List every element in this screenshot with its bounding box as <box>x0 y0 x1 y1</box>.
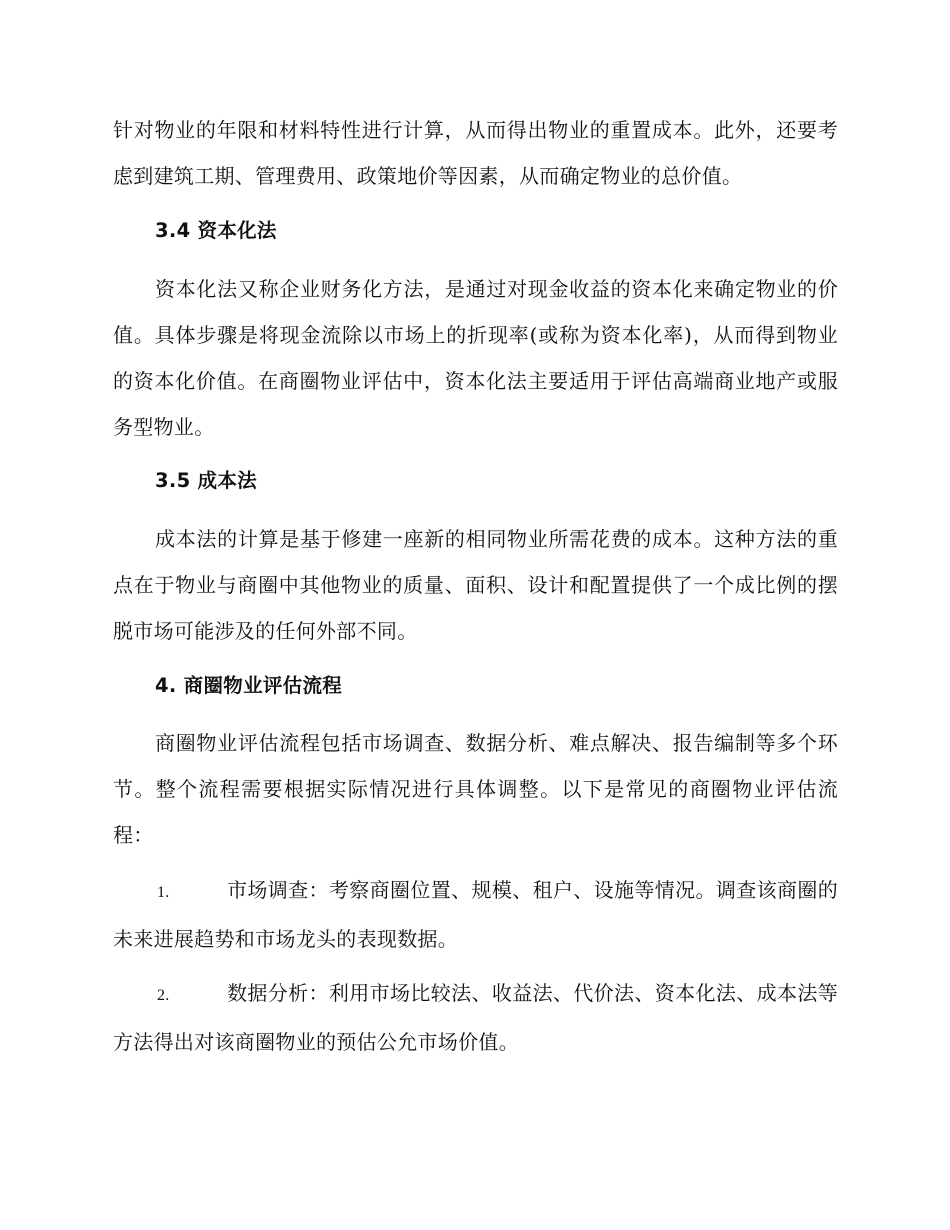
list-item-text: 数据分析：利用市场比较法、收益法、代价法、资本化法、成本法等方法得出对该商圈物业的预估公允市场价值。 <box>113 981 838 1054</box>
section-4-body: 商圈物业评估流程包括市场调查、数据分析、难点解决、报告编制等多个环节。整个流程需要根据实际情况进行具体调整。以下是常见的商圈物业评估流程： <box>113 731 838 847</box>
intro-paragraph-continued: 针对物业的年限和材料特性进行计算，从而得出物业的重置成本。此外，还要考虑到建筑工期、管理费用、政策地价等因素，从而确定物业的总价值。 <box>113 118 838 188</box>
list-item <box>113 970 838 1065</box>
list-item-number: 1. <box>157 884 170 901</box>
list-item-number: 2. <box>157 987 170 1004</box>
section-3-5-heading: 3.5 成本法 <box>155 469 257 492</box>
list-item <box>113 867 838 962</box>
section-3-5-body: 成本法的计算是基于修建一座新的相同物业所需花费的成本。这种方法的重点在于物业与商圈中其他物业的质量、面积、设计和配置提供了一个成比例的摆脱市场可能涉及的任何外部不同。 <box>113 527 838 643</box>
section-3-4-heading: 3.4 资本化法 <box>155 219 277 242</box>
list-item-text: 市场调查：考察商圈位置、规模、租户、设施等情况。调查该商圈的未来进展趋势和市场龙头的表现数据。 <box>113 878 838 951</box>
section-4-heading: 4. 商圈物业评估流程 <box>155 674 343 697</box>
section-3-4-body: 资本化法又称企业财务化方法，是通过对现金收益的资本化来确定物业的价值。具体步骤是将现金流除以市场上的折现率(或称为资本化率)，从而得到物业的资本化价值。在商圈物业评估中，资本化法主要适用于评估高端商业地产或服务型物业。 <box>113 277 838 439</box>
